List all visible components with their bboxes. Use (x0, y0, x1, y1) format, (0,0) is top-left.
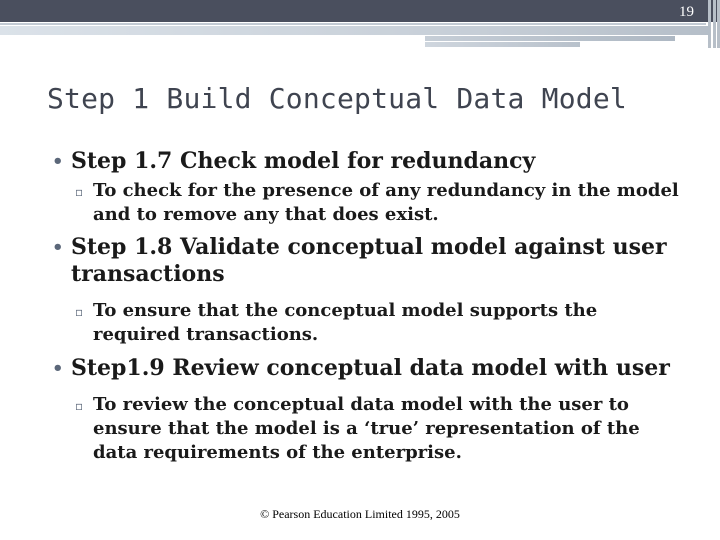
sub-bullet-text: To ensure that the conceptual model supports the required transactions. (93, 300, 598, 345)
bullet-step-1-8 (50, 234, 690, 288)
bullet-step-1-9 (50, 355, 690, 382)
sub-bullet-text: To check for the presence of any redundancy in the model and to remove any that does exist. (93, 180, 679, 225)
square-bullet-icon: ▫ (75, 305, 84, 319)
bullet-heading: Step1.9 Review conceptual data model with user (71, 355, 670, 381)
bullet-step-1-7 (50, 148, 690, 175)
decorative-rule-bar-short (425, 36, 675, 41)
copyright-footer: © Pearson Education Limited 1995, 2005 (260, 507, 460, 521)
bullet-heading: Step 1.8 Validate conceptual model against user transactions (71, 234, 667, 287)
sub-bullet-step-1-9 (50, 393, 690, 465)
decorative-rule-line (0, 23, 706, 25)
slide-number: 19 (679, 4, 694, 20)
sub-bullet-step-1-7 (50, 179, 690, 227)
sub-bullet-text: To review the conceptual data model with the user to ensure that the model is a ‘true’ representation of the data requirements of the enterprise. (93, 394, 640, 463)
bullet-dot-icon: • (52, 237, 64, 258)
decorative-edge-stripes (708, 0, 720, 48)
bullet-heading: Step 1.7 Check model for redundancy (71, 148, 536, 174)
bullet-dot-icon: • (52, 151, 64, 172)
decorative-rule-bar-shorter (425, 42, 580, 47)
bullet-list (50, 148, 690, 465)
square-bullet-icon: ▫ (75, 185, 84, 199)
decorative-rule-bar (0, 26, 710, 35)
bullet-dot-icon: • (52, 358, 64, 379)
sub-bullet-step-1-8 (50, 299, 690, 347)
square-bullet-icon: ▫ (75, 399, 84, 413)
slide-title: Step 1 Build Conceptual Data Model (47, 82, 627, 115)
header-band (0, 0, 720, 22)
